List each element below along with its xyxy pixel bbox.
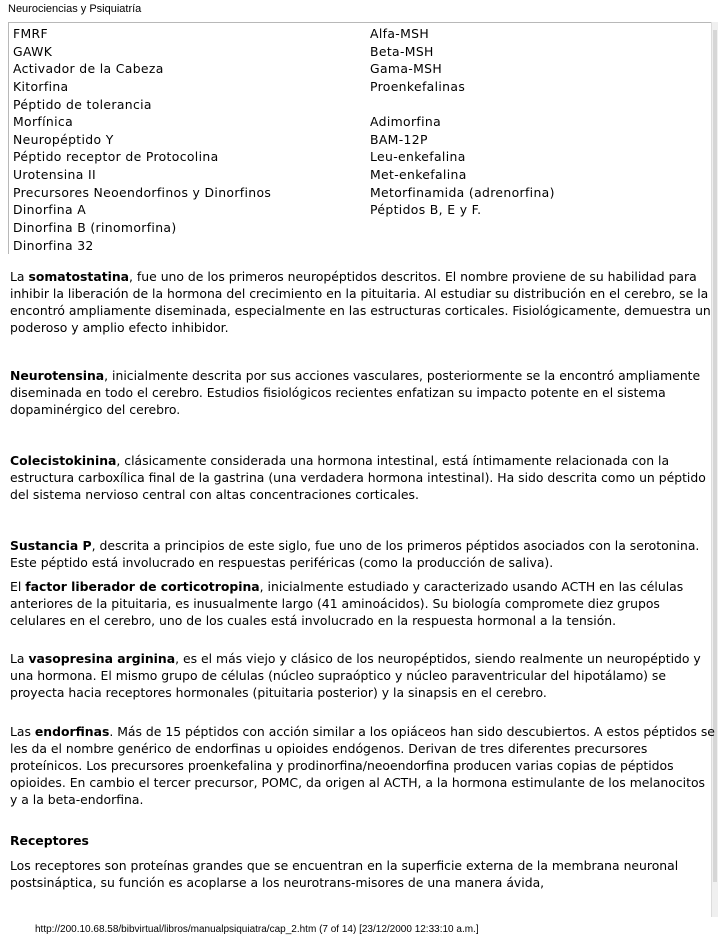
table-row: [9, 60, 711, 78]
table-cell-left: Dinorfina A: [13, 202, 87, 218]
paragraph-text: Los receptores son proteínas grandes que se encuentran en la superficie externa de la membrana neuronal postsináptica, su función es acoplarse a los neurotrans-misores de una manera ávida,: [10, 858, 679, 890]
table-row: [9, 25, 711, 43]
footer-url: http://200.10.68.58/bibvirtual/libros/manualpsiquiatra/cap_2.htm (7 of 14) [23/12/2000 12:33:10 a.m.]: [35, 924, 479, 935]
table-row: [9, 184, 711, 202]
heading-text: Receptores: [10, 833, 89, 848]
table-cell-right: Alfa-MSH: [370, 26, 430, 41]
page-header-title: Neurociencias y Psiquiatría: [8, 3, 142, 15]
table-cell-left: Kitorfina: [13, 78, 69, 94]
table-cell-right: Beta-MSH: [370, 43, 434, 59]
paragraph-text: . Más de 15 péptidos con acción similar a los opiáceos han sido descubiertos. A estos péptidos se les da el nombre genérico de endorfinas u opioides endógenos. Derivan de tres diferentes precursores proteínicos. Los precursores proenkefalina y prodinorfina/neoendorfina producen varias copias de péptidos opioides. En cambio el tercer precursor, POMC, da origen al ACTH, a la hormona estimulante de los melanocitos y a la beta-endorfina.: [10, 724, 715, 807]
table-cell-right: Met-enkefalina: [370, 167, 467, 183]
paragraph-text: , inicialmente descrita por sus acciones vasculares, posteriormente se la encontró ampliamente diseminada en todo el cerebro. Estudios fisiológicos recientes enfatizan su impacto potente en el sistema dopaminérgico del cerebro.: [10, 368, 701, 417]
term-sustancia-p: Sustancia P: [10, 538, 92, 553]
table-row: [9, 43, 711, 61]
table-cell-right: Leu-enkefalina: [370, 149, 466, 165]
table-row: [9, 113, 711, 131]
table-cell-right: Péptidos B, E y F.: [370, 202, 482, 218]
table-cell-right: BAM-12P: [370, 131, 428, 147]
table-cell-right: [370, 96, 700, 114]
paragraph-corticotropina: [10, 578, 715, 629]
term-endorfinas: endorfinas: [34, 724, 110, 739]
table-row: [9, 166, 711, 184]
table-row: [9, 96, 711, 114]
table-cell-left: Precursores Neoendorfinos y Dinorfinos: [13, 184, 272, 200]
section-heading-receptores: [10, 832, 715, 849]
peptide-table: [8, 22, 711, 254]
table-cell-left: Urotensina II: [13, 167, 96, 183]
term-vasopresina: vasopresina arginina: [28, 651, 176, 666]
term-corticotropina: factor liberador de corticotropina: [25, 579, 260, 594]
table-cell-left: Activador de la Cabeza: [13, 61, 164, 77]
paragraph-somatostatina: [10, 268, 715, 336]
paragraph-vasopresina: [10, 650, 715, 701]
table-cell-left: Péptido de tolerancia: [13, 96, 152, 112]
term-colecistokinina: Colecistokinina: [10, 453, 117, 468]
table-cell-right: [370, 237, 700, 255]
table-row: [9, 201, 711, 219]
term-neurotensina: Neurotensina: [10, 368, 105, 383]
table-cell-left: Neuropéptido Y: [13, 131, 114, 147]
paragraph-prefix: La: [10, 651, 29, 666]
table-cell-left: FMRF: [13, 26, 48, 41]
table-row: [9, 131, 711, 149]
paragraph-neurotensina: [10, 367, 715, 418]
term-somatostatina: somatostatina: [28, 269, 130, 284]
paragraph-prefix: El: [10, 579, 26, 594]
table-cell-left: Péptido receptor de Protocolina: [13, 149, 219, 165]
paragraph-prefix: La: [10, 269, 29, 284]
table-cell-right: Metorfinamida (adrenorfina): [370, 184, 555, 200]
paragraph-text: , descrita a principios de este siglo, fue uno de los primeros péptidos asociados con la serotonina. Este péptido está involucrado en respuestas periféricas (como la producción de saliva).: [10, 538, 700, 570]
paragraph-text: , es el más viejo y clásico de los neuropéptidos, siendo realmente un neuropéptido y una hormona. El mismo grupo de células (núcleo supraóptico y núcleo paraventricular del hipotálamo) se proyecta hacia receptores hormonales (pituitaria posterior) y la sinapsis en el cerebro.: [10, 651, 701, 700]
paragraph-endorfinas: [10, 723, 715, 808]
table-cell-left: Dinorfina 32: [13, 237, 94, 253]
table-row: [9, 78, 711, 96]
paragraph-colecistokinina: [10, 452, 715, 503]
table-cell-right: [370, 219, 700, 237]
table-cell-left: Morfínica: [13, 114, 74, 130]
table-cell-left: Dinorfina B (rinomorfina): [13, 220, 177, 236]
table-cell-right: Gama-MSH: [370, 61, 443, 77]
paragraph-text: , fue uno de los primeros neuropéptidos descritos. El nombre proviene de su habilidad para inhibir la liberación de la hormona del crecimiento en la pituitaria. Al estudiar su distribución en el cerebro, se la encontró ampliamente diseminada, especialmente en las estructuras corticales. Fisiológicamente, demuestra un poderoso y amplio efecto inhibidor.: [10, 269, 711, 335]
paragraph-prefix: Las: [10, 724, 35, 739]
paragraph-text: , inicialmente estudiado y caracterizado usando ACTH en las células anteriores de la pituitaria, es inusualmente largo (41 aminoácidos). Su biología compromete diez grupos celulares en el cerebro, uno de los cuales está involucrado en la respuesta hormonal a la tensión.: [10, 579, 684, 628]
paragraph-text: , clásicamente considerada una hormona intestinal, está íntimamente relacionada con la estructura carboxílica final de la gastrina (una verdadera hormona intestinal). Ha sido descrita como un péptido del sistema nervioso central con altas concentraciones corticales.: [10, 453, 706, 502]
table-cell-right: Proenkefalinas: [370, 78, 466, 94]
table-row: [9, 148, 711, 166]
paragraph-receptores: [10, 857, 715, 891]
table-row: [9, 237, 711, 255]
table-cell-right: Adimorfina: [370, 114, 442, 130]
paragraph-sustancia-p: [10, 537, 715, 571]
table-cell-left: GAWK: [13, 43, 53, 59]
table-row: [9, 219, 711, 237]
